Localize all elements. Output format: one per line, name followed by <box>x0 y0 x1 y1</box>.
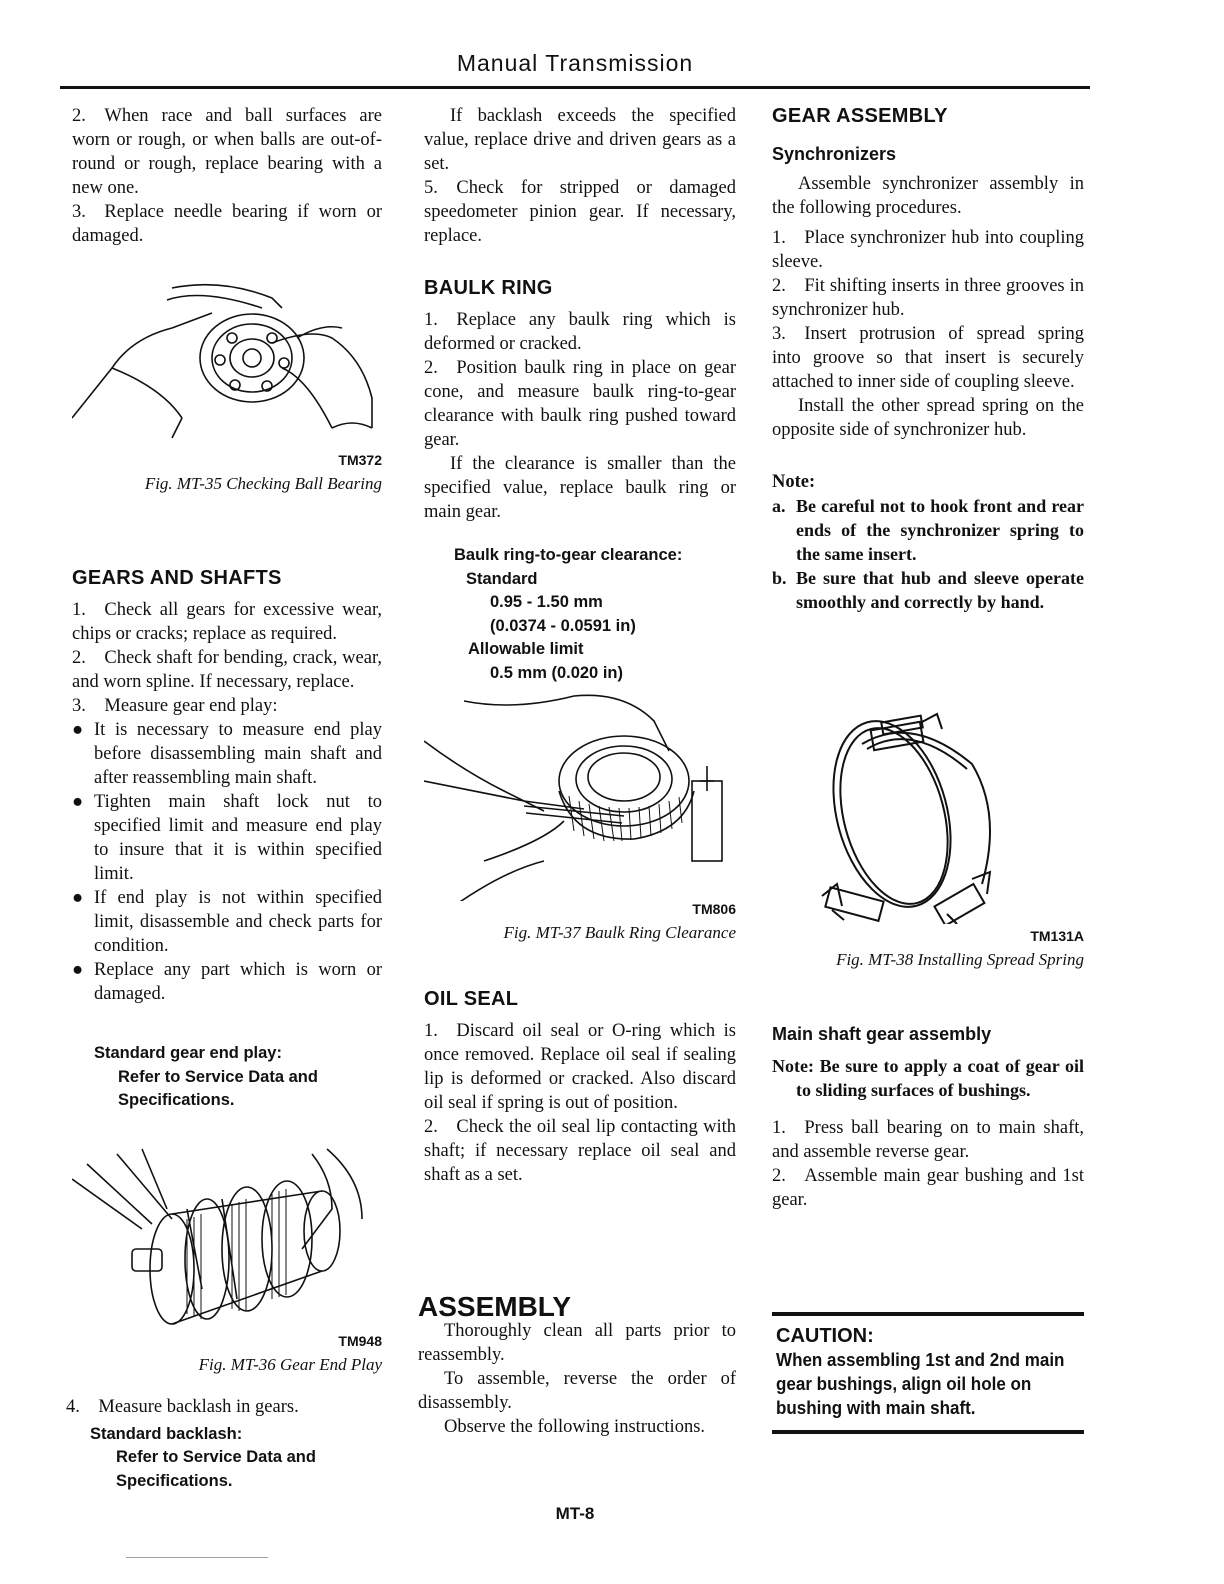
paragraph: 1. Check all gears for excessive wear, chips or cracks; replace as required. <box>72 600 382 644</box>
caution-body: When assembling 1st and 2nd main gear bushings, align oil hole on bushing with main shaft. <box>776 1349 1065 1418</box>
section-heading-oil-seal: OIL SEAL <box>424 988 519 1010</box>
caution-title: CAUTION: <box>776 1325 874 1347</box>
note-item: a. Be careful not to hook front and rear ends of the synchronizer spring to the same insert. <box>772 496 1084 564</box>
column-3 <box>772 104 1084 1434</box>
paragraph: 4. Measure backlash in gears. <box>66 1396 299 1417</box>
paragraph: 3. Insert protrusion of spread spring into groove so that insert is securely attached to inner side of coupling sleeve. <box>772 324 1084 392</box>
figure-code: TM131A <box>1030 928 1084 944</box>
paragraph: 2. Check shaft for bending, crack, wear, and worn spline. If necessary, replace. <box>72 648 382 692</box>
baulk-ring-illustration <box>424 691 736 901</box>
figure-mt36 <box>72 1129 382 1329</box>
paragraph: 1. Place synchronizer hub into coupling sleeve. <box>772 228 1084 272</box>
bullet-item: ● It is necessary to measure end play before disassembling main shaft and after reassembling main shaft. <box>72 720 382 788</box>
ball-bearing-illustration <box>72 268 382 448</box>
note-paragraph: Note: Be sure to apply a coat of gear oil to sliding surfaces of bushings. <box>772 1056 1084 1100</box>
page-header: Manual Transmission <box>456 50 694 76</box>
spread-spring-illustration <box>772 614 1084 924</box>
subheading-synchronizers: Synchronizers <box>772 144 897 164</box>
paragraph: 1. Discard oil seal or O-ring which is once removed. Replace oil seal if sealing lip is deformed or cracked. Also discard oil seal if spring is out of position. <box>424 1021 736 1113</box>
column-1 <box>66 104 382 1493</box>
bullet-item: ● Tighten main shaft lock nut to specified limit and measure end play to insure that it is within specified limit. <box>72 792 382 884</box>
caution-box <box>772 1312 1084 1434</box>
paragraph: Install the other spread spring on the opposite side of synchronizer hub. <box>772 396 1084 440</box>
gear-end-play-illustration <box>72 1139 382 1329</box>
header-rule <box>60 86 1090 89</box>
bullet-item: ● Replace any part which is worn or damaged. <box>72 960 382 1004</box>
page-number: MT-8 <box>555 1504 595 1523</box>
column-2 <box>418 104 736 1439</box>
paragraph: 2. When race and ball surfaces are worn or rough, or when balls are out-of-round or rough, replace bearing with a new one. <box>72 106 382 198</box>
figure-mt38 <box>772 614 1084 924</box>
figure-code: TM372 <box>338 452 382 468</box>
figure-caption: Fig. MT-37 Baulk Ring Clearance <box>503 923 736 942</box>
note-item: b. Be sure that hub and sleeve operate smoothly and correctly by hand. <box>772 568 1084 612</box>
paragraph: If the clearance is smaller than the specified value, replace baulk ring or main gear. <box>424 454 736 522</box>
figure-caption: Fig. MT-35 Checking Ball Bearing <box>144 474 382 493</box>
paragraph: Assemble synchronizer assembly in the following procedures. <box>772 174 1084 218</box>
paragraph: 2. Assemble main gear bushing and 1st gear. <box>772 1166 1084 1210</box>
note-label: Note: <box>772 472 816 492</box>
spec-end-play: Standard gear end play: Refer to Service Data and Specifications. <box>94 1044 318 1109</box>
figure-code: TM806 <box>692 901 736 917</box>
section-heading-assembly: ASSEMBLY <box>418 1291 572 1322</box>
figure-caption: Fig. MT-36 Gear End Play <box>198 1354 382 1374</box>
figure-code: TM948 <box>338 1332 382 1349</box>
paragraph: 3. Replace needle bearing if worn or damaged. <box>72 202 382 246</box>
spec-baulk-clearance: Baulk ring-to-gear clearance: Standard 0.95 - 1.50 mm (0.0374 - 0.0591 in) Allowable limit 0.5 mm (0.020 in) <box>454 546 683 682</box>
section-heading-gear-assembly: GEAR ASSEMBLY <box>772 105 948 127</box>
paragraph: 5. Check for stripped or damaged speedometer pinion gear. If necessary, replace. <box>424 178 736 246</box>
section-heading-baulk-ring: BAULK RING <box>424 277 553 299</box>
paragraph: To assemble, reverse the order of disassembly. <box>418 1369 736 1413</box>
spec-backlash: Standard backlash: Refer to Service Data and Specifications. <box>90 1424 316 1490</box>
section-heading-gears-and-shafts: GEARS AND SHAFTS <box>72 567 282 589</box>
scan-artifact-line <box>126 1557 268 1558</box>
paragraph: If backlash exceeds the specified value, replace drive and driven gears as a set. <box>424 106 736 174</box>
paragraph: 3. Measure gear end play: <box>72 696 278 716</box>
paragraph: 1. Replace any baulk ring which is deformed or cracked. <box>424 310 736 354</box>
paragraph: Observe the following instructions. <box>444 1417 706 1437</box>
subheading-main-shaft-gear-assembly: Main shaft gear assembly <box>772 1024 992 1044</box>
paragraph: 2. Fit shifting inserts in three grooves in synchronizer hub. <box>772 276 1084 320</box>
paragraph: 1. Press ball bearing on to main shaft, and assemble reverse gear. <box>772 1118 1084 1162</box>
paragraph: 2. Position baulk ring in place on gear cone, and measure baulk ring-to-gear clearance with baulk ring pushed toward gear. <box>424 358 736 450</box>
figure-mt35 <box>72 248 382 448</box>
paragraph: 2. Check the oil seal lip contacting with shaft; if necessary replace oil seal and shaft as a set. <box>424 1117 736 1185</box>
paragraph: Thoroughly clean all parts prior to reassembly. <box>418 1321 736 1365</box>
figure-caption: Fig. MT-38 Installing Spread Spring <box>836 950 1084 969</box>
bullet-item: ● If end play is not within specified limit, disassemble and check parts for condition. <box>72 888 382 956</box>
figure-mt37 <box>424 691 736 897</box>
